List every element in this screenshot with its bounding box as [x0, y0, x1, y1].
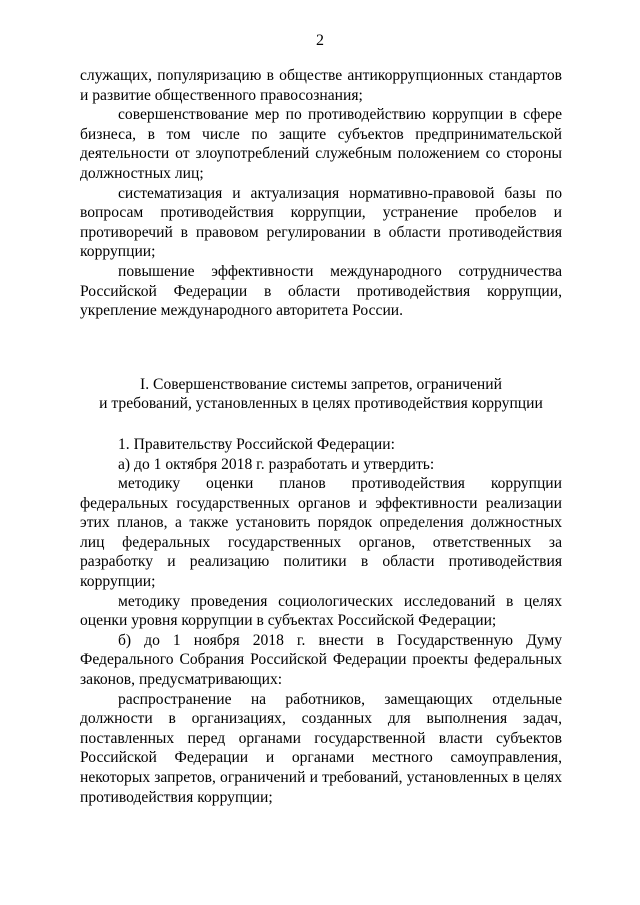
item-1-government: 1. Правительству Российской Федерации:: [118, 435, 395, 453]
paragraph-business-measures: совершенствование мер по противодействию коррупции в сфере бизнеса, в том числе по защите субъектов предпринимательской деятельности от злоупотреблений служебным положением со стороны должностных лиц;: [80, 106, 562, 182]
section-spacer: [80, 321, 562, 375]
paragraph-extension-to-workers: распространение на работников, замещающих отдельные должности в организациях, созданных для выполнения задач, поставленных перед органами государственной власти субъектов Российской Федерации и органами местного самоуправления, некоторых запретов, ограничений и требований, установленных в целях противодействия коррупции;: [80, 690, 562, 806]
paragraph-international-cooperation: повышение эффективности международного сотрудничества Российской Федерации в области противодействия коррупции, укрепление международного авторитета России.: [80, 262, 562, 320]
paragraph-methodology-plans: методику оценки планов противодействия коррупции федеральных государственных органов и эффективности реализации этих планов, а также установить порядок определения должностных лиц федеральных государственных органов, ответственных за разработку и реализацию политики в области противодействия коррупции;: [80, 475, 562, 591]
paragraph-legal-base: систематизация и актуализация нормативно-правовой базы по вопросам противодействия коррупции, устранение пробелов и противоречий в правовом регулировании в области противодействия коррупции;: [80, 184, 562, 261]
paragraph-continuation: служащих, популяризацию в обществе антикоррупционных стандартов и развитие общественного правосознания;: [80, 67, 562, 104]
section-heading-line-2: и требований, установленных в целях противодействия коррупции: [99, 395, 543, 413]
paragraph-methodology-surveys: методику проведения социологических исследований в целях оценки уровня коррупции в субъектах Российской Федерации;: [80, 592, 562, 630]
subitem-b: б) до 1 ноября 2018 г. внести в Государственную Думу Федерального Собрания Российской Федерации проекты федеральных законов, предусматривающих:: [80, 631, 562, 689]
heading-spacer: [80, 414, 562, 435]
page-number: 2: [316, 32, 324, 49]
section-heading-line-1: I. Совершенствование системы запретов, ограничений: [140, 375, 502, 393]
subitem-a: а) до 1 октября 2018 г. разработать и утвердить:: [118, 455, 435, 473]
section-heading: [80, 375, 562, 414]
document-body: [80, 66, 562, 807]
